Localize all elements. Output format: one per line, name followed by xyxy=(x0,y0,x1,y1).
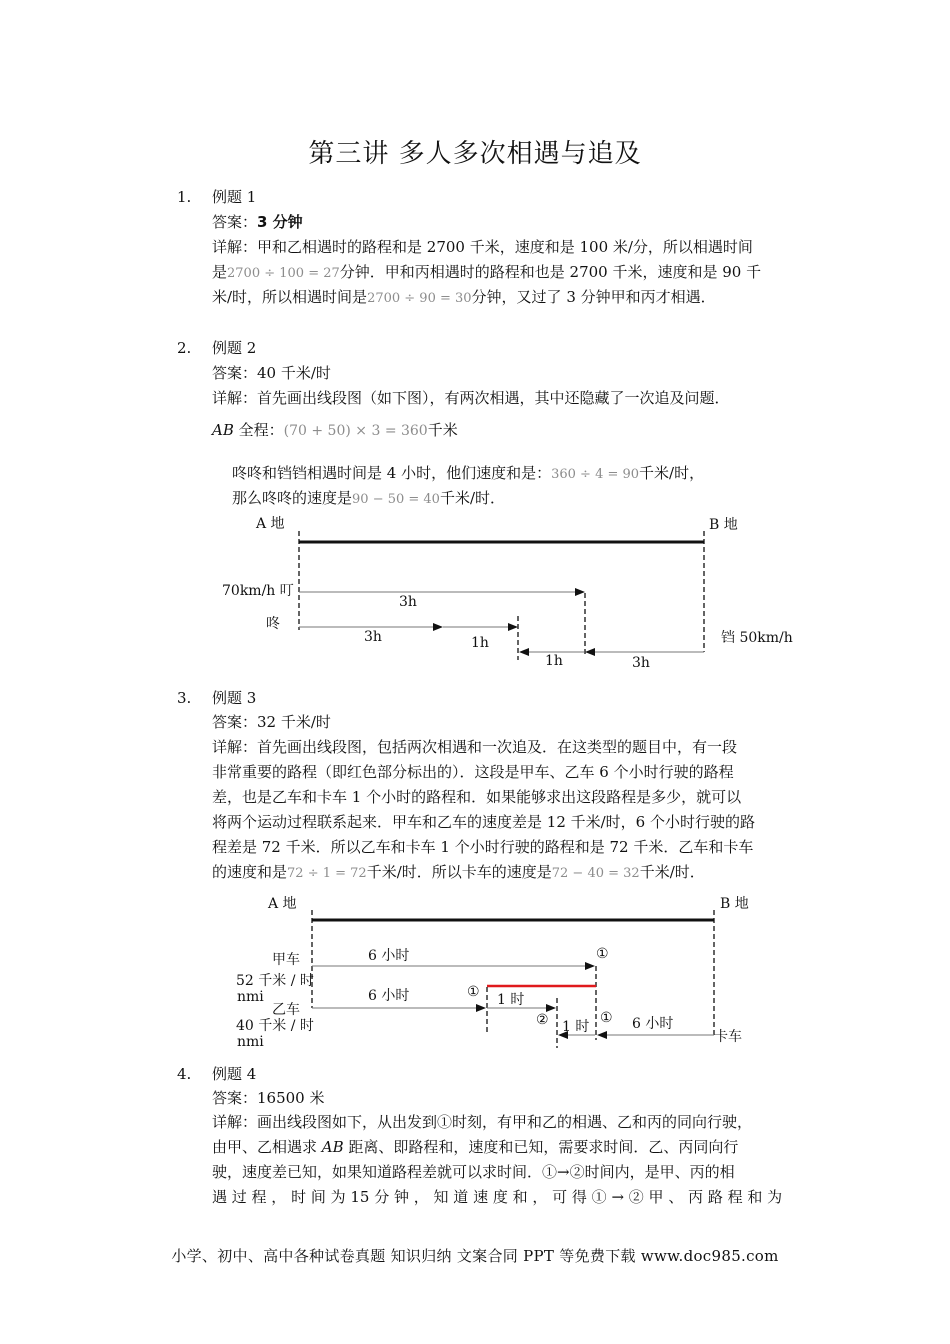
ex3-text: 千米/时． xyxy=(639,863,705,881)
ex2-formula-2: 360 ÷ 4 = 90 xyxy=(551,467,640,482)
diagram2-circle-2: ② xyxy=(536,1012,549,1028)
diagram1-time-dang-3h: 3h xyxy=(632,655,650,671)
ex1-formula-2: 2700 ÷ 90 = 30 xyxy=(367,291,472,306)
ex2-text: 咚咚和铛铛相遇时间是 4 小时，他们速度和是： xyxy=(232,464,552,482)
diagram1-label-ding: 70km/h 叮 xyxy=(222,583,294,599)
ex1-text: 分钟，又过了 3 分钟甲和丙才相遇． xyxy=(471,288,716,306)
ab-label: AB xyxy=(212,421,234,439)
diagram2-label-jia: 甲车 xyxy=(272,952,300,968)
ex4-detail-line4: 遇 过 程 ， 时 间 为 15 分 钟 ， 知 道 速 度 和 ， 可 得 ① → ② 甲 、 丙 路 程 和 为 xyxy=(212,1188,783,1206)
ex2-answer: 答案：40 千米/时 xyxy=(212,364,331,382)
diagram1-time-dong-1h: 1h xyxy=(471,635,489,651)
diagram1-time-ding: 3h xyxy=(399,594,417,610)
ex4-number: 4. xyxy=(177,1065,192,1083)
diagram2-jia-speed: 52 千米 / 时 xyxy=(236,973,314,989)
ex3-formula-2: 72 − 40 = 32 xyxy=(551,866,640,881)
ex2-text: 千米/时． xyxy=(439,489,506,507)
diagram2-time-jia: 6 小时 xyxy=(368,948,410,964)
page-footer: 小学、初中、高中各种试卷真题 知识归纳 文案合同 PPT 等免费下载 www.doc985.com xyxy=(171,1247,779,1265)
ex3-number: 3. xyxy=(177,689,192,707)
ex1-formula-1: 2700 ÷ 100 = 27 xyxy=(227,266,340,281)
diagram2-yi-speed: 40 千米 / 时 xyxy=(236,1018,314,1034)
ex4-detail-line2 xyxy=(212,1135,738,1160)
ex1-number: 1. xyxy=(177,188,192,206)
diagram2-label-ka: 卡车 xyxy=(714,1029,742,1045)
diagram2-label-b: B 地 xyxy=(720,896,749,912)
diagram2-time-yi-1h: 1 时 xyxy=(497,992,525,1008)
diagram2-circle-1-bottom: ① xyxy=(600,1010,613,1026)
diagram1-label-dong: 咚 xyxy=(266,616,280,632)
ex2-text: 全程： xyxy=(233,421,284,439)
diagram1-time-dong-3h: 3h xyxy=(364,629,382,645)
diagram1-time-dang-1h: 1h xyxy=(545,653,563,669)
ex1-text: 米/时，所以相遇时间是 xyxy=(212,288,368,306)
ex1-text: 是 xyxy=(212,263,228,281)
ex3-answer: 答案：32 千米/时 xyxy=(212,713,331,731)
ex2-number: 2. xyxy=(177,339,192,357)
ex4-detail-line1: 详解：画出线段图如下，从出发到①时刻，有甲和乙的相遇、乙和丙的同向行驶， xyxy=(212,1113,753,1131)
diagram2-nmi-1: nmi xyxy=(237,989,264,1005)
page-title: 第三讲 多人多次相遇与追及 xyxy=(308,139,642,169)
diagram2-label-yi: 乙车 xyxy=(272,1002,300,1018)
ex2-detail-line1: 详解：首先画出线段图（如下图），有两次相遇，其中还隐藏了一次追及问题． xyxy=(212,389,730,407)
diagram2-circle-1-mid: ① xyxy=(467,984,480,1000)
diagram2-label-a: A 地 xyxy=(268,896,297,912)
diagram1-label-dang: 铛 50km/h xyxy=(721,630,793,646)
ex2-formula-3: 90 − 50 = 40 xyxy=(352,492,440,507)
ex3-text: 千米/时．所以卡车的速度是 xyxy=(366,863,552,881)
diagram2-time-ka-1h: 1 时 xyxy=(562,1019,590,1035)
diagram2-time-yi: 6 小时 xyxy=(368,988,410,1004)
diagram2-nmi-2: nmi xyxy=(237,1034,264,1050)
ex2-formula-1: (70 + 50) × 3 = 360 xyxy=(283,423,428,439)
ex3-formula-1: 72 ÷ 1 = 72 xyxy=(287,866,367,881)
ex4-text: 由甲、乙相遇求 xyxy=(212,1138,322,1156)
ex3-detail-line5: 程差是 72 千米．所以乙车和卡车 1 个小时行驶的路程和是 72 千米．乙车和卡车 xyxy=(212,838,754,856)
ex2-text: 千米/时， xyxy=(639,464,705,482)
diagram2-time-ka: 6 小时 xyxy=(632,1016,674,1032)
ex2-text: 那么咚咚的速度是 xyxy=(232,489,353,507)
ab-label: AB xyxy=(321,1138,344,1156)
ex3-detail-line2: 非常重要的路程（即红色部分标出的）．这段是甲车、乙车 6 个小时行驶的路程 xyxy=(212,763,734,781)
ex1-answer-value: 3 分钟 xyxy=(257,213,303,231)
ex3-detail-line4: 将两个运动过程联系起来．甲车和乙车的速度差是 12 千米/时，6 个小时行驶的路 xyxy=(212,813,755,831)
ex1-heading: 例题 1 xyxy=(212,188,257,206)
diagram2-circle-1-top: ① xyxy=(596,946,609,962)
ex4-text: 距离、即路程和，速度和已知，需要求时间．乙、丙同向行 xyxy=(343,1138,739,1156)
ex4-detail-line3: 驶，速度差已知，如果知道路程差就可以求时间．①→②时间内，是甲、丙的相 xyxy=(212,1163,735,1181)
ex4-heading: 例题 4 xyxy=(212,1065,257,1083)
ex3-detail-line3: 差，也是乙车和卡车 1 个小时的路程和．如果能够求出这段路程是多少，就可以 xyxy=(212,788,742,806)
ex3-heading: 例题 3 xyxy=(212,689,257,707)
ex3-detail-line1: 详解：首先画出线段图，包括两次相遇和一次追及．在这类型的题目中，有一段 xyxy=(212,738,738,756)
ex2-heading: 例题 2 xyxy=(212,339,257,357)
diagram1-label-b: B 地 xyxy=(709,517,738,533)
ex2-text: 千米 xyxy=(427,421,458,439)
ex1-detail-line1: 详解：甲和乙相遇时的路程和是 2700 千米，速度和是 100 米/分，所以相遇时间 xyxy=(212,238,753,256)
ex1-answer-label: 答案： xyxy=(212,213,258,231)
ex4-answer: 答案：16500 米 xyxy=(212,1089,325,1107)
ex3-text: 的速度和是 xyxy=(212,863,288,881)
diagram1-label-a: A 地 xyxy=(256,516,285,532)
ex1-text: 分钟．甲和丙相遇时的路程和也是 2700 千米，速度和是 90 千 xyxy=(339,263,762,281)
